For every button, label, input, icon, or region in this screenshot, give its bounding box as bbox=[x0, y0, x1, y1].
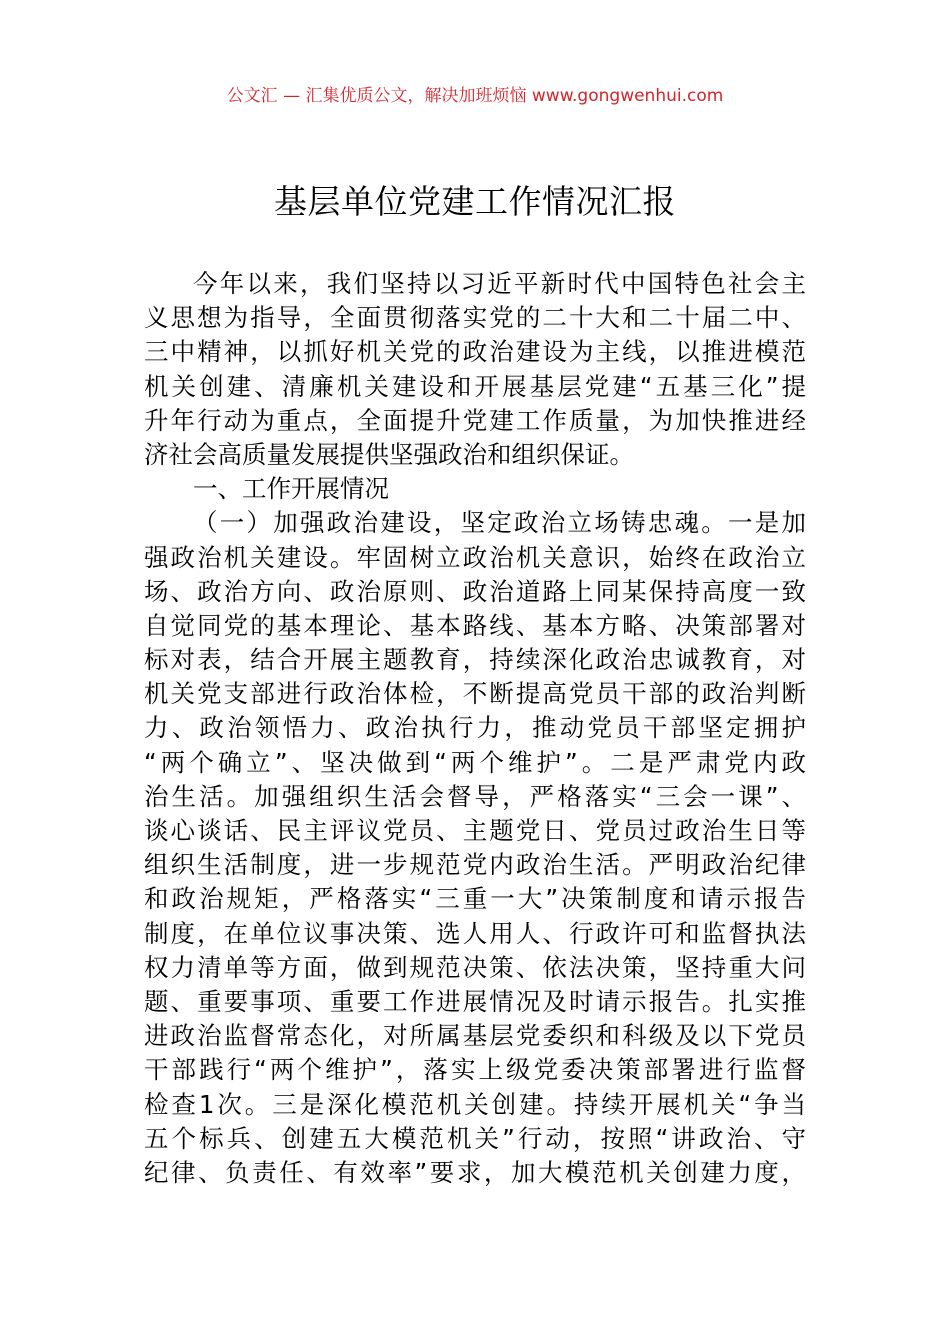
text-line: 今年以来，我们坚持以习近平新时代中国特色社会主 bbox=[193, 269, 806, 298]
section-heading: 一、工作开展情况 bbox=[193, 474, 389, 504]
text-line: 组织生活制度，进一步规范党内政治生活。严明政治纪律 bbox=[144, 850, 806, 880]
text-line: 纪律、负责任、有效率”要求，加大模范机关创建力度， bbox=[144, 1157, 806, 1187]
text-line: 义思想为指导，全面贯彻落实党的二十大和二十届二中、 bbox=[144, 303, 806, 333]
text-line: 济社会高质量发展提供坚强政治和组织保证。 bbox=[144, 439, 634, 469]
text-line: 升年行动为重点，全面提升党建工作质量，为加快推进经 bbox=[144, 405, 806, 435]
text-line: “两个确立”、坚决做到“两个维护”。二是严肃党内政 bbox=[144, 747, 806, 777]
text-line: 干部践行“两个维护”，落实上级党委决策部署进行监督 bbox=[144, 1055, 806, 1085]
text-line: 检查1次。三是深化模范机关创建。持续开展机关“争当 bbox=[144, 1089, 806, 1119]
text-line: 机关党支部进行政治体检，不断提高党员干部的政治判断 bbox=[144, 679, 806, 709]
text-line: 五个标兵、创建五大模范机关”行动，按照“讲政治、守 bbox=[144, 1123, 806, 1153]
text-line: 治生活。加强组织生活会督导，严格落实“三会一课”、 bbox=[144, 781, 806, 811]
text-line: 场、政治方向、政治原则、政治道路上同某保持高度一致 bbox=[144, 576, 806, 606]
text-line: 谈心谈话、民主评议党员、主题党日、党员过政治生日等 bbox=[144, 816, 806, 845]
document-title: 基层单位党建工作情况汇报 bbox=[274, 182, 676, 221]
text-line: 和政治规矩，严格落实“三重一大”决策制度和请示报告 bbox=[144, 884, 806, 914]
text-line: 题、重要事项、重要工作进展情况及时请示报告。扎实推 bbox=[144, 986, 806, 1016]
text-line: 权力清单等方面，做到规范决策、依法决策，坚持重大问 bbox=[144, 952, 806, 982]
text-line: 三中精神，以抓好机关党的政治建设为主线，以推进模范 bbox=[144, 337, 806, 367]
document-body bbox=[144, 267, 806, 1190]
text-line: 进政治监督常态化，对所属基层党委织和科级及以下党员 bbox=[144, 1021, 806, 1051]
text-line: （一）加强政治建设，坚定政治立场铸忠魂。一是加 bbox=[193, 508, 806, 538]
text-line: 强政治机关建设。牢固树立政治机关意识，始终在政治立 bbox=[144, 542, 806, 572]
text-line: 力、政治领悟力、政治执行力，推动党员干部坚定拥护 bbox=[144, 713, 806, 743]
text-line: 制度，在单位议事决策、选人用人、行政许可和监督执法 bbox=[144, 918, 806, 948]
site-banner: 公文汇 — 汇集优质公文，解决加班烦恼 www.gongwenhui.com bbox=[226, 86, 724, 106]
text-line: 自觉同党的基本理论、基本路线、基本方略、决策部署对 bbox=[144, 610, 806, 640]
text-line: 标对表，结合开展主题教育，持续深化政治忠诚教育，对 bbox=[144, 645, 806, 675]
text-line: 机关创建、清廉机关建设和开展基层党建“五基三化”提 bbox=[144, 371, 806, 401]
